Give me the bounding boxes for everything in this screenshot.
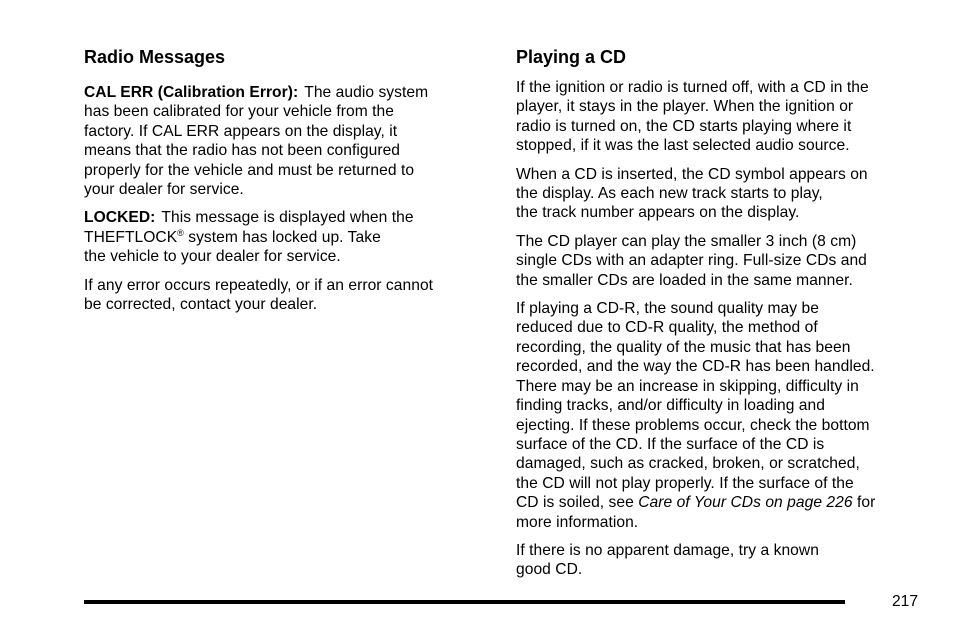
right-column xyxy=(516,44,926,589)
page-number: 217 xyxy=(891,593,918,610)
cd-paragraph-4: If playing a CD-R, the sound quality may be reduced due to CD-R quality, the method of recording, the quality of the music that has been recorded, and the way the CD-R has been handled. There may be an increase in skipping, difficulty in finding tracks, and/or difficulty in loading and ejecting. If these problems occur, check the bottom surface of the CD. If the surface of the CD is damaged, such as cracked, broken, or scratched, the CD will not play properly. If the surface of the CD is soiled, see Care of Your CDs on page 226 for more information. xyxy=(516,300,876,531)
cd-paragraph-3: The CD player can play the smaller 3 inch (8 cm) single CDs with an adapter ring. Full-size CDs and the smaller CDs are loaded in the same manner. xyxy=(516,232,867,289)
cd-paragraph-2: When a CD is inserted, the CD symbol appears on the display. As each new track starts to play, the track number appears on the display. xyxy=(516,165,868,222)
cal-err-paragraph: CAL ERR (Calibration Error): The audio system has been calibrated for your vehicle from the factory. If CAL ERR appears on the display, it means that the radio has not been configured properly for the vehicle and must be returned to your dealer for service. xyxy=(84,84,429,199)
cd-care-reference: Care of Your CDs on page 226 xyxy=(638,494,853,512)
footer-rule xyxy=(84,600,845,604)
error-paragraph: If any error occurs repeatedly, or if an error cannot be corrected, contact your dealer. xyxy=(84,276,434,314)
locked-term: LOCKED: xyxy=(84,209,156,227)
cd-paragraph-1: If the ignition or radio is turned off, with a CD in the player, it stays in the player. When the ignition or radio is turned on, the CD starts playing where it stopped, if it was the last selected audio source. xyxy=(516,79,869,155)
left-column xyxy=(84,44,494,323)
radio-messages-heading: Radio Messages xyxy=(84,47,226,67)
cd-paragraph-5: If there is no apparent damage, try a known good CD. xyxy=(516,541,819,579)
playing-a-cd-heading: Playing a CD xyxy=(516,47,627,67)
cal-err-term: CAL ERR (Calibration Error): xyxy=(84,84,299,101)
locked-paragraph: LOCKED: This message is displayed when the THEFTLOCK® system has locked up. Take the vehicle to your dealer for service. xyxy=(84,209,414,266)
registered-mark: ® xyxy=(177,227,184,238)
